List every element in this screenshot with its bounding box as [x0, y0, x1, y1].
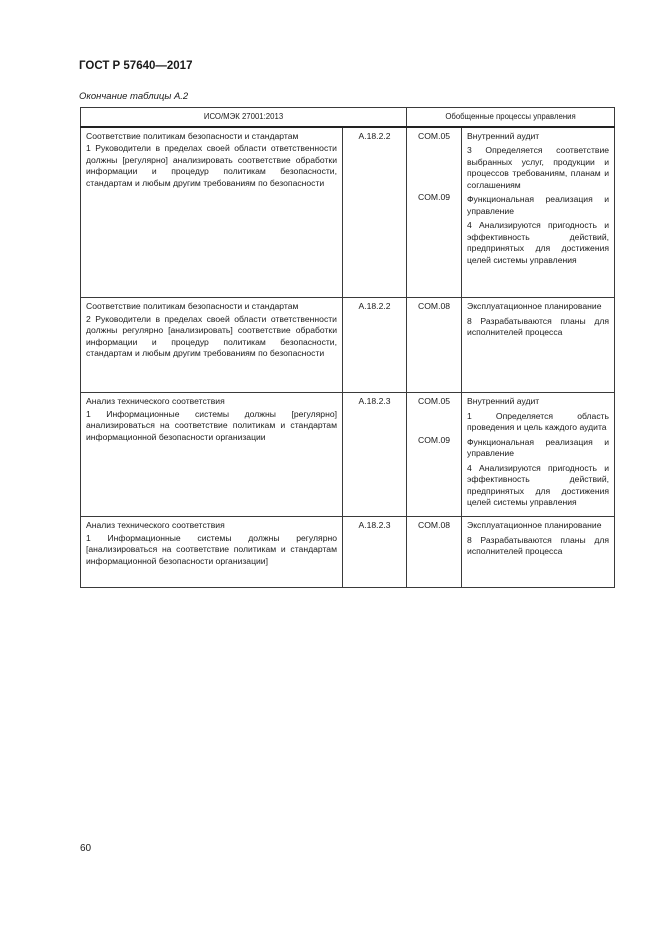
requirement-text: 1 Информационные системы должны регулярно [анализироваться на соответствие политикам и стандартам информационной безопасности организации]: [86, 532, 337, 566]
process-code-cell: [407, 393, 462, 517]
process-description-cell: [462, 393, 615, 517]
table-header-row: [81, 108, 615, 127]
requirement-text: 1 Информационные системы должны [регулярно] анализироваться на соответствие политикам и стандартам информационной безопасности организации: [86, 408, 337, 442]
process-code: COM.05: [418, 130, 451, 141]
process-code: COM.09: [418, 192, 451, 202]
process-name: Эксплуатационное планирование: [467, 301, 602, 311]
requirement-cell: [81, 127, 343, 298]
process-code: COM.05: [418, 396, 451, 406]
process-description-cell: [462, 127, 615, 298]
table-row: [81, 393, 615, 517]
process-step: 4 Анализируются пригодность и эффективность действий, предпринятых для достижения целей системы управления: [467, 462, 610, 507]
process-description-cell: [462, 298, 615, 393]
header-iso-standard: ИСО/МЭК 27001:2013: [81, 108, 407, 127]
requirement-cell: [81, 517, 343, 588]
control-cell: A.18.2.3: [343, 517, 407, 588]
requirement-title: Анализ технического соответствия: [86, 520, 225, 530]
requirement-text: 1 Руководители в пределах своей области ответственности должны [регулярно] анализировать соответствие обработки информации и процедур политикам безопасности, стандартам и любым другим требованиям по безопасности: [86, 143, 337, 188]
process-name: Функциональная реализация и управление: [467, 194, 610, 216]
page-number: 60: [80, 843, 92, 854]
process-step: 1 Определяется область проведения и цель каждого аудита: [467, 410, 610, 432]
process-code: COM.08: [418, 520, 451, 530]
requirement-cell: [81, 298, 343, 393]
process-name: Внутренний аудит: [467, 396, 540, 406]
requirement-title: Соответствие политикам безопасности и стандартам: [86, 301, 299, 311]
process-code-cell: [407, 298, 462, 393]
process-step: 4 Анализируются пригодность и эффективность действий, предпринятых для достижения целей системы управления: [467, 220, 610, 265]
standard-title: ГОСТ Р 57640—2017: [79, 60, 193, 72]
mapping-table: [80, 107, 615, 588]
process-step: 3 Определяется соответствие выбранных услуг, продукции и процессов требованиям, планам и соглашениям: [467, 145, 610, 190]
process-name: Внутренний аудит: [467, 130, 540, 141]
control-cell: A.18.2.2: [343, 298, 407, 393]
requirement-text: 2 Руководители в пределах своей области ответственности должны регулярно [анализировать] соответствие обработки информации и процедур политикам безопасности, стандартам и любым другим требованиям по безопасности: [86, 313, 337, 358]
process-name: Эксплуатационное планирование: [467, 520, 602, 530]
process-step: 8 Разрабатываются планы для исполнителей процесса: [467, 534, 610, 556]
process-code: COM.08: [418, 301, 451, 311]
requirement-title: Анализ технического соответствия: [86, 396, 225, 406]
process-description-cell: [462, 517, 615, 588]
table-row: [81, 127, 615, 298]
requirement-title: Соответствие политикам безопасности и стандартам: [86, 130, 299, 141]
process-step: 8 Разрабатываются планы для исполнителей процесса: [467, 315, 610, 337]
table-row: [81, 298, 615, 393]
process-code: COM.09: [418, 434, 451, 445]
requirement-cell: [81, 393, 343, 517]
process-code-cell: [407, 127, 462, 298]
table-row: [81, 517, 615, 588]
process-code-cell: [407, 517, 462, 588]
header-generalized-processes: Обобщенные процессы управления: [407, 108, 615, 127]
control-cell: A.18.2.3: [343, 393, 407, 517]
control-cell: A.18.2.2: [343, 127, 407, 298]
table-caption: Окончание таблицы А.2: [79, 91, 189, 102]
process-name: Функциональная реализация и управление: [467, 436, 610, 458]
